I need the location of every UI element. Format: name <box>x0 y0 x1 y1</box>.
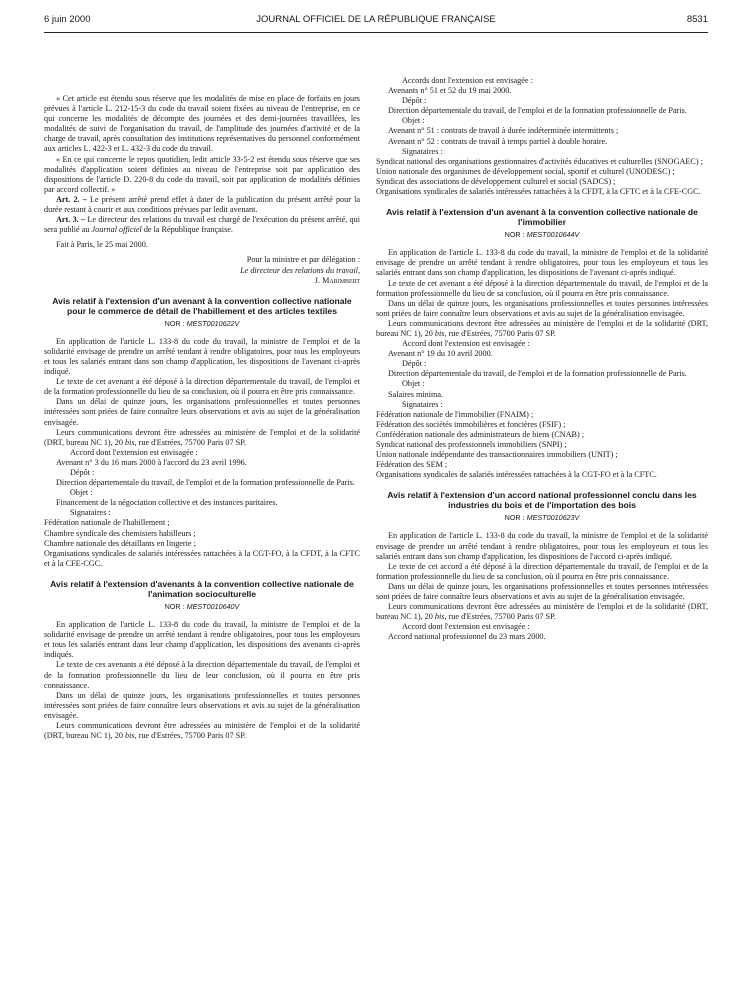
paragraph: « En ce qui concerne le repos quotidien, ledit article 33-5-2 est étendu sous réserve que ses modalités d'application soient définies au niveau de l'entreprise soit par application des dispositions de l'article D. 220-8 du code du travail, soit par application de modalités définies par accord collectif. » <box>44 154 360 194</box>
field-value: Direction départementale du travail, de l'emploi et de la formation professionnelle de Paris. <box>388 369 687 379</box>
paragraph: Dans un délai de quinze jours, les organisations professionnelles et toutes personnes intéressées sont priées de faire connaître leurs observations et avis au sujet de la généralisation envisagée. <box>376 581 708 602</box>
signature-line: Pour la ministre et par délégation : <box>246 255 360 265</box>
section-title: Avis relatif à l'extension d'un avenant à la convention collective nationale de l'immobilier <box>386 207 698 228</box>
field-label: Objet : <box>402 116 425 126</box>
list-item: Union nationale des organismes de développement social, sportif et culturel (UNODESC) ; <box>376 166 675 176</box>
signataires-list <box>376 410 708 481</box>
paragraph: Leurs communications devront être adressées au ministère de l'emploi et de la solidarité (DRT, bureau NC 1), 20 bis, rue d'Estrées, 75700 Paris 07 SP. <box>44 720 360 741</box>
article-text: Le directeur des relations du travail est chargé de l'exécution du présent arrêté, qui sera publié au <box>44 215 360 235</box>
field-label: Signataires : <box>402 146 443 156</box>
paragraph: En application de l'article L. 133-8 du code du travail, la ministre de l'emploi et de la solidarité envisage de prendre un arrêté tendant à rendre obligatoires, pour tous les employeurs et tous les salariés entrant dans son champ d'application, les dispositions de l'avenant ci-après indiqué. <box>376 248 708 278</box>
field-label: Accord dont l'extension est envisagée : <box>402 622 530 632</box>
list-item: Organisations syndicales de salariés intéressées rattachées à la CFDT, à la CFTC et à la CFE-CGC. <box>376 187 701 197</box>
field-value: Direction départementale du travail, de l'emploi et de la formation professionnelle de Paris. <box>56 478 355 488</box>
nor-reference: NOR : MESТ0010622V <box>164 318 240 328</box>
nor-reference: NOR : MEST0010623V <box>504 513 580 523</box>
nor-code: MEST0010623V <box>526 513 580 523</box>
field-label: Dépôt : <box>402 359 427 369</box>
signature-name: J. Marimbert <box>314 275 360 285</box>
list-item: Syndicat national des organisations gestionnaires d'activités éducatives et culturelles (SNOGAEC) ; <box>376 156 703 166</box>
field-label: Signataires : <box>70 508 111 518</box>
paragraph: Dans un délai de quinze jours, les organisations professionnelles et toutes personnes intéressées sont priées de faire connaître leurs observations et avis au sujet de la généralisation envisagée. <box>44 397 360 427</box>
signataires-list <box>376 157 708 197</box>
field-label: Accord dont l'extension est envisagée : <box>70 447 198 457</box>
field-label: Objet : <box>402 379 425 389</box>
article-text: Le présent arrêté prend effet à dater de la publication du présent arrêté pour la durée restant à courir et aux conditions prévues par ledit avenant. <box>44 194 360 215</box>
article-2 <box>44 195 360 215</box>
fait-line: Fait à Paris, le 25 mai 2000. <box>56 240 148 250</box>
nor-reference: NOR : MEST0010640V <box>164 601 240 611</box>
list-item: Confédération nationale des administrateurs de biens (CNAB) ; <box>376 429 585 439</box>
nor-reference: NOR : MEST0010644V <box>504 230 580 240</box>
field-value: Avenant n° 51 : contrats de travail à durée indéterminée intermittents ; <box>388 126 619 136</box>
list-item: Syndicat national des professionnels immobiliers (SNPI) ; <box>376 440 567 449</box>
paragraph: Le texte de cet accord a été déposé à la direction départementale du travail, de l'emploi et de la formation professionnelle du lieu de sa conclusion, où il pourra en être pris connaissance. <box>376 561 708 581</box>
field-value: Salaires minima. <box>388 389 444 399</box>
header-page-number: 8531 <box>686 14 708 25</box>
article-text: de la République française. <box>141 225 233 235</box>
field-label: Accords dont l'extension est envisagée : <box>402 76 533 85</box>
nor-code: MESТ0010622V <box>186 318 240 328</box>
paragraph: Dans un délai de quinze jours, les organisations professionnelles et toutes personnes intéressées sont priées de faire connaître leurs observations et avis au sujet de la généralisation envisagée. <box>44 690 360 720</box>
paragraph: En application de l'article L. 133-8 du code du travail, la ministre de l'emploi et de la solidarité envisage de prendre un arrêté tendant à rendre obligatoires, pour tous les employeurs et tous les salariés entrant dans leur champ d'application, les dispositions des avenants ci-après indiqués. <box>44 620 360 660</box>
article-label: Art. 3. – <box>56 215 86 225</box>
nor-code: MEST0010640V <box>186 601 240 611</box>
signataires-list <box>44 518 360 568</box>
list-item: Syndicat des associations de développement culturel et social (SADCS) ; <box>376 176 616 186</box>
section-title: Avis relatif à l'extension d'un accord national professionnel conclu dans les industries du bois et de l'importation des bois <box>387 490 697 511</box>
field-value: Avenant n° 52 : contrats de travail à temps partiel à double horaire. <box>388 136 608 146</box>
signature-line: Le directeur des relations du travail, <box>240 265 360 275</box>
field-value: Avenants n° 51 et 52 du 19 mai 2000. <box>388 86 512 96</box>
field-label: Objet : <box>70 488 93 498</box>
page-header <box>44 14 708 30</box>
paragraph: Dans un délai de quinze jours, les organisations professionnelles et toutes personnes intéressées sont priées de faire connaître leurs observations et avis au sujet de la généralisation envisagée. <box>376 298 708 318</box>
paragraph: Le texte de cet avenant a été déposé à la direction départementale du travail, de l'emploi et de la formation professionnelle du lieu de sa conclusion, où il pourra en être pris connaissance. <box>376 278 708 298</box>
header-rule <box>44 32 708 33</box>
field-value: Direction départementale du travail, de l'emploi et de la formation professionnelle de Paris. <box>388 106 687 116</box>
header-journal-title: JOURNAL OFFICIEL DE LA RÉPUBLIQUE FRANÇAISE <box>256 14 496 25</box>
paragraph: Leurs communications devront être adressées au ministère de l'emploi et de la solidarité (DRT, bureau NC 1), 20 bis, rue d'Estrées, 75700 Paris 07 SP. <box>376 318 708 338</box>
article-text-italic: Journal officiel <box>91 225 142 235</box>
paragraph: En application de l'article L. 133-8 du code du travail, la ministre de l'emploi et de la solidarité envisage de prendre un arrêté tendant à rendre obligatoires, pour tous les employeurs et tous les salariés entrant dans son champ d'application, les dispositions de l'accord ci-après indiqué. <box>376 531 708 561</box>
field-label: Signataires : <box>402 399 443 409</box>
list-item: Organisations syndicales de salariés intéressées rattachées à la CGT-FO, à la CFDT, à la CFTC et à la CFE-CGC. <box>44 548 360 568</box>
section-title: Avis relatif à l'extension d'un avenant à la convention collective nationale pour le commerce de détail de l'habillement et des articles textiles <box>52 295 352 316</box>
field-value: Accord national professionnel du 23 mars 2000. <box>388 632 546 642</box>
field-label: Dépôt : <box>402 96 427 106</box>
paragraph: Le texte de cet avenant a été déposé à la direction départementale du travail, de l'emploi et de la formation professionnelle du lieu de sa conclusion, où il pourra en être pris connaissance. <box>44 377 360 397</box>
nor-code: MEST0010644V <box>526 230 580 240</box>
list-item: Fédération des SEM ; <box>376 460 448 470</box>
header-date: 6 juin 2000 <box>44 14 91 25</box>
field-value: Avenant n° 3 du 16 mars 2000 à l'accord du 23 avril 1996. <box>56 457 247 467</box>
right-column <box>376 76 708 643</box>
field-label: Dépôt : <box>70 468 95 477</box>
paragraph: Leurs communications devront être adressées au ministère de l'emploi et de la solidarité (DRT, bureau NC 1), 20 bis, rue d'Estrées, 75700 Paris 07 SP. <box>376 602 708 622</box>
field-value: Avenant n° 19 du 10 avril 2000. <box>388 349 493 359</box>
article-label: Art. 2. – <box>56 194 87 204</box>
paragraph: En application de l'article L. 133-8 du code du travail, la ministre de l'emploi et de la solidarité envisage de prendre un arrêté tendant à rendre obligatoires, pour tous les employeurs et tous les salariés entrant dans son champ d'application, les dispositions de l'avenant ci-après indiqué. <box>44 336 360 377</box>
list-item: Fédération nationale de l'immobilier (FNAIM) ; <box>376 409 534 419</box>
list-item: Organisations syndicales de salariés intéressées rattachées à la CGT-FO et à la CFTC. <box>376 470 657 480</box>
paragraph: Leurs communications devront être adressées au ministère de l'emploi et de la solidarité (DRT, bureau NC 1), 20 bis, rue d'Estrées, 75700 Paris 07 SP. <box>44 427 360 447</box>
list-item: Fédération des sociétés immobilières et foncières (FSIF) ; <box>376 419 566 429</box>
list-item: Chambre nationale des détaillants en lingerie ; <box>44 538 196 548</box>
paragraph: « Cet article est étendu sous réserve que les modalités de mise en place de forfaits en jours prévues à l'article L. 212-15-3 du code du travail soient fixées au niveau de l'entreprise, en ce qui concerne les modalités de décompte des journées et des demi-journées travaillées, les modalités de suivi de l'organisation du travail, de l'amplitude des journées d'activité et de la charge de travail, après consultation des institutions représentatives du personnel conformément aux articles L. 422-3 et L. 432-3 du code du travail. <box>44 94 360 154</box>
field-label: Accord dont l'extension est envisagée : <box>402 339 530 349</box>
paragraph: Le texte de ces avenants a été déposé à la direction départementale du travail, de l'emploi et de la formation professionnelle du lieu de leur conclusion, où il pourra en être pris connaissance. <box>44 660 360 690</box>
list-item: Fédération nationale de l'habillement ; <box>44 518 170 528</box>
section-title: Avis relatif à l'extension d'avenants à la convention collective nationale de l'animation socioculturelle <box>50 578 354 599</box>
list-item: Union nationale indépendante des transactionnaires immobiliers (UNIT) ; <box>376 450 618 460</box>
list-item: Chambre syndicale des chemisiers habilleurs ; <box>44 528 196 538</box>
field-value: Financement de la négociation collective et des instances paritaires. <box>56 498 278 508</box>
left-column <box>44 94 360 741</box>
article-3 <box>44 215 360 235</box>
